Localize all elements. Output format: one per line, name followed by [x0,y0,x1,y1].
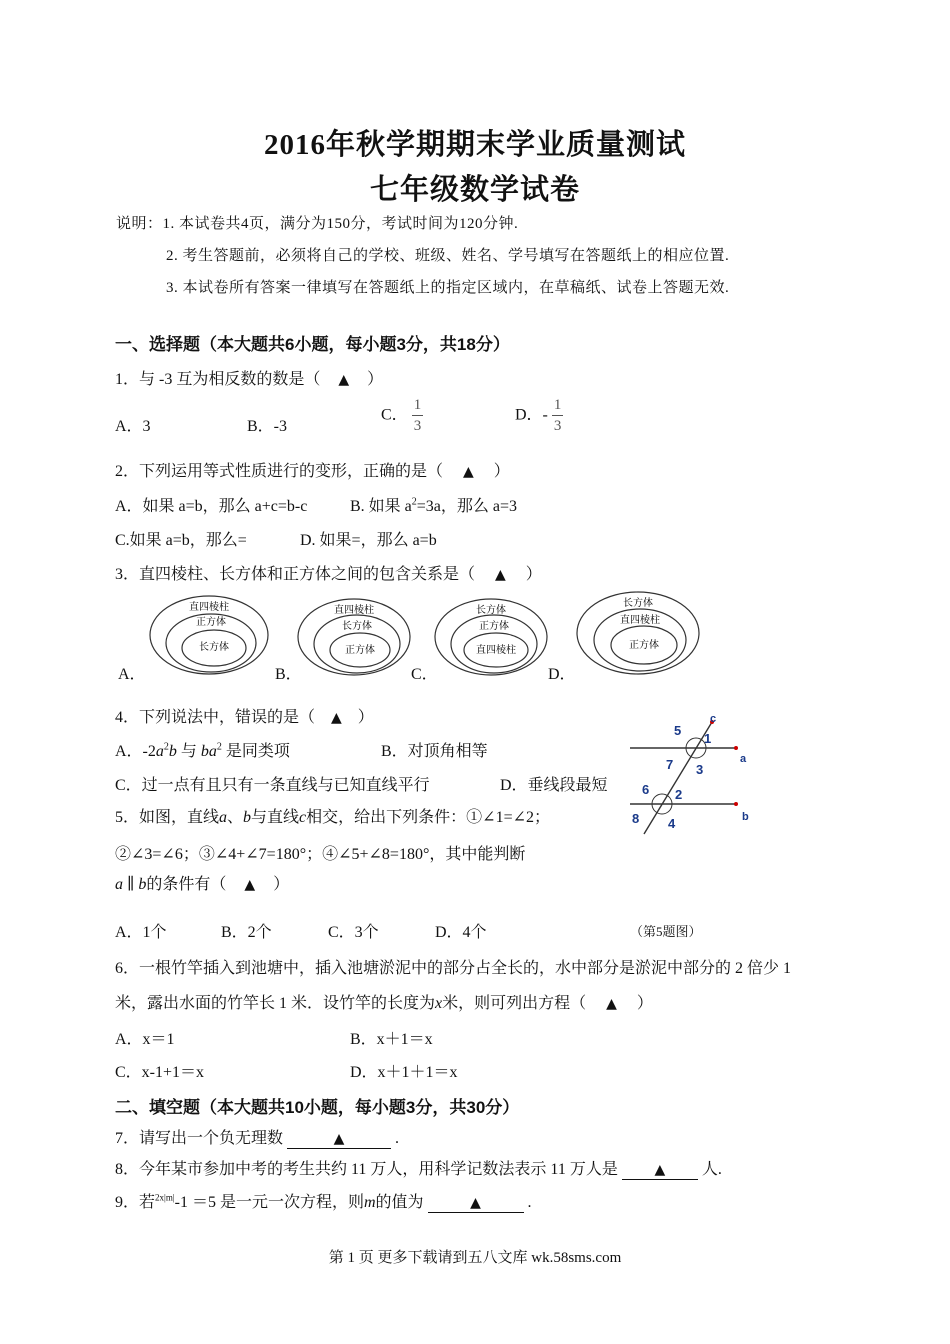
point-b [734,802,738,806]
label-2: 2 [675,787,683,802]
q4-option-d: D．垂线段最短 [500,777,608,794]
q5-conditions: ②∠3=∠6；③∠4+∠7=180°；④∠5+∠8=180°，其中能判断 [115,846,526,863]
q6-option-c: C．x-1+1＝x [115,1064,205,1081]
section-choice-title: 一、选择题（本大题共6小题，每小题3分，共18分） [115,335,510,354]
answer-blank[interactable]: ▲ [428,1194,524,1213]
label-1: 1 [704,731,712,746]
answer-mark: ▲ [606,996,617,1012]
point-a [734,746,738,750]
q2-close: ） [493,463,510,480]
q3-option-b: B． [275,666,302,683]
q2-option-d: D. 如果=，那么 a=b [300,532,437,549]
page-footer: 第 1 页 更多下载请到五八文库 wk.58sms.com [328,1250,622,1266]
venn-a-label-1: 直四棱柱 [189,602,229,613]
venn-b-label-1: 直四棱柱 [334,605,374,616]
q4-close: ） [357,709,374,726]
label-8: 8 [632,811,640,826]
note-2: 2. 考生答题前，必须将自己的学校、班级、姓名、学号填写在答题纸上的相应位置. [166,248,730,264]
exam-subtitle: 七年级数学试卷 [369,174,580,206]
q4-text: 4．下列说法中，错误的是（ [115,709,316,726]
question-8: 8．今年某市参加中考的考生共约 11 万人，用科学记数法表示 11 万人是 ▲ 人. [115,1161,722,1178]
q5-option-b: B．2个 [221,924,272,941]
question-3-stem [115,561,542,584]
venn-diagram-b [296,597,412,677]
question-1-stem [115,366,383,389]
label-a: a [740,753,747,765]
venn-d-label-1: 长方体 [623,598,653,609]
answer-blank[interactable]: ▲ [622,1161,698,1180]
line-c [644,722,712,834]
answer-mark: ▲ [331,710,342,726]
q5-question: a ∥ b的条件有（ ▲ ） [115,876,290,893]
q4-option-c: C．过一点有且只有一条直线与已知直线平行 [115,777,430,794]
q1-text: 1．与 -3 互为相反数的数是（ [115,371,321,388]
venn-diagram-d [575,590,701,676]
q3-option-d: D． [548,666,576,683]
venn-diagram-c [433,597,549,677]
section-fill-title: 二、填空题（本大题共10小题，每小题3分，共30分） [115,1098,520,1117]
q1-option-d [515,398,563,434]
note-3: 3. 本试卷所有答案一律填写在答题纸上的指定区域内，在草稿纸、试卷上答题无效. [166,280,730,296]
question-6-line-1: 6．一根竹竿插入到池塘中，插入池塘淤泥中的部分占全长的，水中部分是淤泥中部分的 2 倍少 1 [115,960,792,977]
label-c: c [710,713,717,725]
answer-mark: ▲ [495,567,506,583]
q1-option-c [381,398,423,434]
q4-option-b: B．对顶角相等 [381,743,488,760]
q3-option-a: A． [118,666,146,683]
figure-5-parallel-lines [624,710,759,838]
q5-option-a: A．1个 [115,924,167,941]
q6-option-d: D．x＋1＋1＝x [350,1064,458,1081]
venn-a-label-2: 正方体 [196,617,226,628]
q2-option-c: C.如果 a=b，那么= [115,532,247,549]
label-b: b [742,811,749,823]
q1-d-label: D．- [515,406,548,424]
q5-option-c: C．3个 [328,924,379,941]
label-5: 5 [674,723,682,738]
question-6-line-2: 米，露出水面的竹竿长 1 米．设竹竿的长度为x米，则可列出方程（ ▲ ） [115,995,653,1012]
q1-c-label: C． [381,406,408,424]
answer-mark: ▲ [463,464,474,480]
venn-c-label-2: 正方体 [479,621,509,632]
note-1: 说明：1. 本试卷共4页，满分为150分，考试时间为120分钟. [116,216,519,232]
figure-5-caption: （第5题图） [630,924,702,939]
q1-close: ） [367,371,384,388]
q4-option-a: A．$-2a^2b$ 与 $ba^2$ 是同类项 [115,741,290,760]
q3-option-c: C． [411,666,438,683]
q1-option-b: B．-3 [247,418,288,435]
q1-option-a: A．3 [115,418,151,435]
venn-b-label-2: 长方体 [342,621,372,632]
question-4-stem [115,704,374,727]
q2-option-a: A．如果 a=b，那么 a+c=b-c [115,498,308,515]
exam-title: 2016年秋学期期末学业质量测试 [263,129,686,161]
venn-c-label-1: 长方体 [476,605,506,616]
q1-d-fraction: $\frac{1}{3}$ [553,397,562,434]
venn-d-label-2: 直四棱柱 [620,615,660,626]
q3-text: 3．直四棱柱、长方体和正方体之间的包含关系是（ [115,566,476,583]
answer-mark: ▲ [338,372,350,388]
venn-b-label-3: 正方体 [345,645,375,656]
q3-close: ） [525,566,542,583]
q6-option-b: B．x＋1＝x [350,1031,433,1048]
question-7: 7．请写出一个负无理数 ▲ . [115,1130,400,1147]
venn-a-label-3: 长方体 [199,642,229,653]
question-5-stem: 5．如图，直线a、b与直线c相交，给出下列条件：①∠1=∠2； [115,809,550,826]
venn-d-label-3: 正方体 [629,640,659,651]
q2-text: 2．下列运用等式性质进行的变形，正确的是（ [115,463,444,480]
question-2-stem [115,458,510,481]
q1-c-fraction: $\frac{1}{3}$ [413,397,422,434]
question-9: 9．若$^{2x|m|}$-1 ＝5 是一元一次方程，则m的值为 ▲ . [115,1192,532,1211]
answer-blank[interactable]: ▲ [287,1130,391,1149]
q6-option-a: A．x＝1 [115,1031,175,1048]
label-7: 7 [666,757,674,772]
q2-option-b: B. 如果 $a^2=3a$，那么 a=3 [350,496,518,515]
label-4: 4 [668,816,676,831]
venn-c-label-3: 直四棱柱 [476,645,516,656]
venn-diagram-a [148,594,270,676]
label-6: 6 [642,782,650,797]
answer-mark: ▲ [244,877,256,893]
q5-option-d: D．4个 [435,924,487,941]
label-3: 3 [696,762,704,777]
